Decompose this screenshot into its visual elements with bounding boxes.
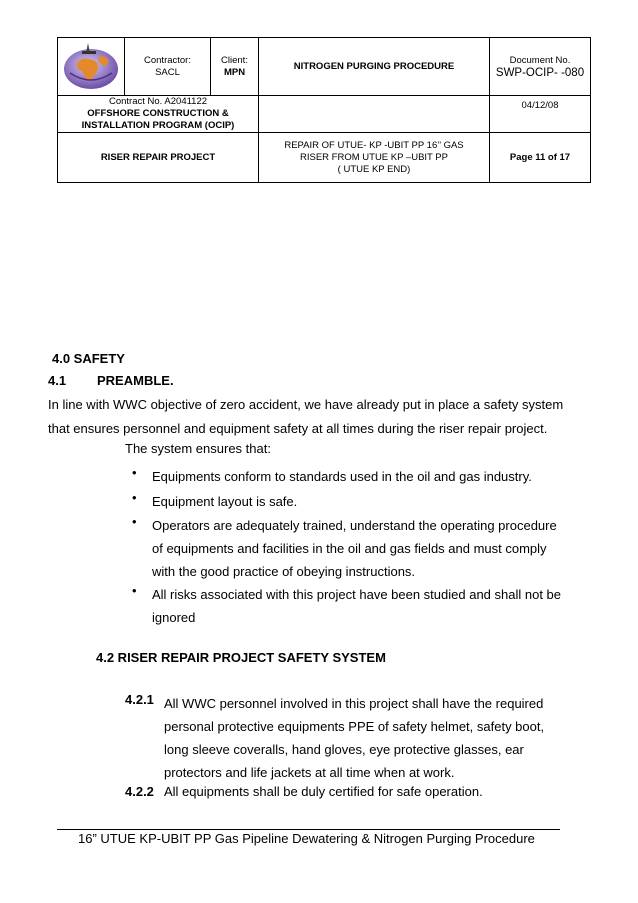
repair-line-3: ( UTUE KP END): [337, 163, 411, 175]
page-number: Page 11 of 17: [490, 133, 591, 183]
program-line-1: OFFSHORE CONSTRUCTION &: [87, 108, 229, 119]
bullet-icon: •: [132, 490, 137, 505]
client-label: Client:: [221, 54, 248, 66]
doc-no-value: SWP-OCIP- -080: [495, 66, 585, 79]
company-globe-logo: [62, 39, 120, 91]
document-number-cell: [490, 38, 591, 96]
procedure-title: NITROGEN PURGING PROCEDURE: [259, 38, 490, 96]
bullet-item-3: Operators are adequately trained, understand the operating procedure of equipments and facilities in the oil and gas fields and must comply with the good practice of obeying instructions.: [152, 518, 557, 579]
section-4-0-heading: 4.0 SAFETY: [52, 351, 125, 366]
footer-text: 16” UTUE KP-UBIT PP Gas Pipeline Dewatering & Nitrogen Purging Procedure: [78, 831, 535, 846]
section-4-2-1-text: All WWC personnel involved in this project shall have the required personal protective equipments PPE of safety helmet, safety boot, long sleeve coveralls, hand gloves, eye protective glasses, ear protectors and life jackets at all time when at work.: [164, 696, 545, 780]
client-value: MPN: [223, 66, 246, 78]
program-line-2: INSTALLATION PROGRAM (OCIP): [81, 120, 235, 131]
section-4-2-2-text: All equipments shall be duly certified for safe operation.: [164, 784, 483, 799]
document-date: 04/12/08: [490, 96, 591, 133]
project-name: RISER REPAIR PROJECT: [58, 133, 259, 183]
footer-divider: [57, 829, 560, 830]
contractor-cell: [125, 38, 211, 96]
bullet-icon: •: [132, 583, 137, 598]
bullet-item-2: Equipment layout is safe.: [152, 494, 298, 509]
section-4-2-1-number: 4.2.1: [125, 692, 154, 707]
client-cell: [211, 38, 259, 96]
contract-cell: [58, 96, 259, 133]
empty-cell: [259, 96, 490, 133]
document-header-table: [57, 37, 591, 183]
section-4-2-heading: 4.2 RISER REPAIR PROJECT SAFETY SYSTEM: [96, 650, 386, 665]
repair-line-2: RISER FROM UTUE KP –UBIT PP: [300, 151, 448, 163]
bullet-item-1: Equipments conform to standards used in the oil and gas industry.: [152, 469, 532, 484]
company-logo-cell: [58, 38, 125, 96]
doc-no-label: Document No.: [509, 54, 571, 66]
section-4-1-title: PREAMBLE.: [97, 373, 174, 388]
intro-line-2: that ensures personnel and equipment safety at all times during the riser repair project.: [48, 421, 548, 436]
bullet-icon: •: [132, 514, 137, 529]
contractor-value: SACL: [155, 66, 180, 78]
intro-line-1: In line with WWC objective of zero accident, we have already put in place a safety system: [48, 397, 564, 412]
repair-line-1: REPAIR OF UTUE- KP -UBIT PP 16’’ GAS: [284, 139, 464, 151]
system-ensures-text: The system ensures that:: [125, 441, 271, 456]
bullet-item-4: All risks associated with this project have been studied and shall not be ignored: [152, 587, 562, 625]
repair-description-cell: [259, 133, 490, 183]
contractor-label: Contractor:: [144, 54, 191, 66]
contract-number: Contract No. A2041122: [108, 96, 208, 107]
section-4-1-number: 4.1: [48, 373, 67, 388]
bullet-icon: •: [132, 465, 137, 480]
section-4-2-2-number: 4.2.2: [125, 784, 154, 799]
